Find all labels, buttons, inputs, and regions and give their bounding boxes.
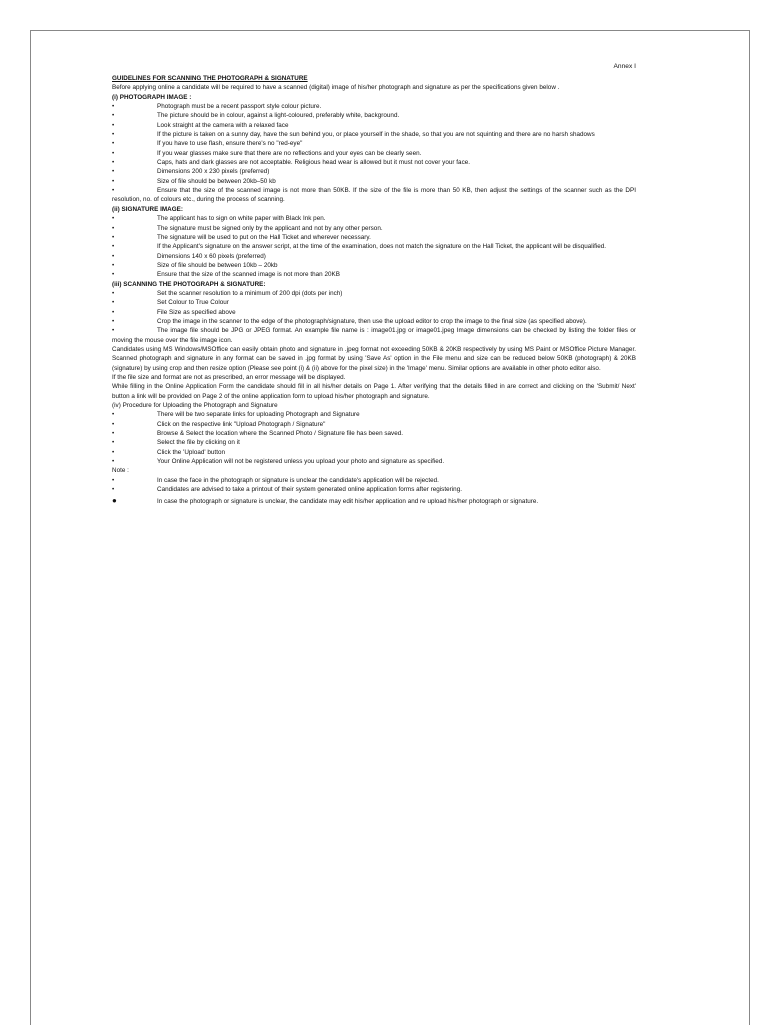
bullet-icon: • — [112, 131, 115, 139]
section-upload-heading: (iv) Procedure for Uploading the Photograph and Signature — [112, 402, 278, 410]
list-item: • Click on the respective link "Upload Photograph / Signature" — [112, 420, 326, 428]
list-item: • Candidates are advised to take a printout of their system generated online application forms after registering. — [112, 486, 462, 494]
list-item: • In case the face in the photograph or signature is unclear the candidate's application will be rejected. — [112, 476, 439, 484]
list-item: • The signature must be signed only by the applicant and not by any other person. — [112, 224, 383, 232]
bullet-icon: • — [112, 308, 115, 316]
bullet-icon: • — [112, 299, 115, 307]
bullet-icon: • — [112, 439, 115, 447]
intro-paragraph: Before applying online a candidate will be required to have a scanned (digital) image of his/her photograph and signature as per the specifications given below . — [112, 84, 560, 92]
bullet-icon: • — [112, 430, 115, 438]
section-photo-heading: (i) PHOTOGRAPH IMAGE : — [112, 93, 192, 101]
list-item: • Size of file should be between 10kb – 20kb — [112, 261, 278, 269]
bullet-icon: • — [112, 112, 115, 120]
list-item: • Photograph must be a recent passport style colour picture. — [112, 103, 322, 111]
paragraph: If the file size and format are not as prescribed, an error message will be displayed. — [112, 374, 346, 381]
bullet-icon: • — [112, 327, 115, 335]
list-item: ● In case the photograph or signature is unclear, the candidate may edit his/her application and re upload his/her photograph or signature. — [112, 496, 539, 506]
bullet-icon: • — [112, 486, 115, 494]
list-item: • Ensure that the size of the scanned image is not more than 50KB. If the size of the file is more than 50 KB, then adjust the settings of the scanner such as the DPI resolution, no. of colours etc., during the process of scanning. — [112, 187, 636, 204]
list-item: • Size of file should be between 20kb–50 kb — [112, 177, 276, 185]
bullet-icon: • — [112, 317, 115, 325]
paragraph: Candidates using MS Windows/MSOffice can easily obtain photo and signature in .jpeg format not exceeding 50KB & 20KB respectively by using MS Paint or MSOffice Picture Manager. Scanned photograph and signature in any format can be saved in .jpg format by using 'Save As' option in the File menu and size can be reduced below 50KB (photograph) & 20KB (signature) by using crop and then resize option (Please see point (i) & (ii) above for the pixel size) in the 'Image' menu. Similar options are available in other photo editor also. — [112, 345, 636, 372]
list-item: • Dimensions 200 x 230 pixels (preferred) — [112, 168, 270, 176]
list-item: • Caps, hats and dark glasses are not acceptable. Religious head wear is allowed but it must not cover your face. — [112, 159, 471, 167]
section-signature-heading: (ii) SIGNATURE IMAGE: — [112, 205, 183, 213]
bullet-icon: • — [112, 411, 115, 419]
bullet-icon: • — [112, 140, 115, 148]
list-item: • Crop the image in the scanner to the edge of the photograph/signature, then use the upload editor to crop the image to the final size (as specified above). — [112, 317, 587, 325]
list-item: • Click the 'Upload' button — [112, 448, 226, 456]
paragraph: While filling in the Online Application Form the candidate should fill in all his/her details on Page 1. After verifying that the details filled in are correct and clicking on the 'Submit/ Next' button a link will be provided on Page 2 of the online application form to upload his/her photograph and signature. — [112, 383, 636, 400]
bullet-icon: • — [112, 224, 115, 232]
list-item: • File Size as specified above — [112, 308, 236, 316]
section-scanning-heading: (iii) SCANNING THE PHOTOGRAPH & SIGNATURE: — [112, 280, 266, 288]
bullet-icon: • — [112, 121, 115, 129]
list-item: • The image file should be JPG or JPEG format. An example file name is : image01.jpg or image01.jpeg Image dimensions can be checked by listing the folder files or moving the mouse over the file image icon. — [112, 327, 636, 344]
bullet-icon: • — [112, 187, 115, 195]
bullet-icon: • — [112, 103, 115, 111]
list-item: • Set Colour to True Colour — [112, 299, 229, 307]
annex-label: Annex I — [613, 63, 636, 70]
list-item: • Dimensions 140 x 60 pixels (preferred) — [112, 252, 266, 260]
document-title: GUIDELINES FOR SCANNING THE PHOTOGRAPH & SIGNATURE — [112, 75, 308, 82]
list-item: • There will be two separate links for uploading Photograph and Signature — [112, 411, 360, 419]
bullet-icon: • — [112, 261, 115, 269]
note-heading: Note : — [112, 467, 129, 475]
bullet-icon: ● — [112, 496, 117, 506]
bullet-icon: • — [112, 243, 115, 251]
bullet-icon: • — [112, 271, 115, 279]
bullet-icon: • — [112, 233, 115, 241]
bullet-icon: • — [112, 159, 115, 167]
bullet-icon: • — [112, 149, 115, 157]
bullet-icon: • — [112, 458, 115, 466]
list-item: • Ensure that the size of the scanned image is not more than 20KB — [112, 271, 340, 279]
list-item: • Browse & Select the location where the Scanned Photo / Signature file has been saved. — [112, 430, 404, 438]
list-item: • If the picture is taken on a sunny day, have the sun behind you, or place yourself in the shade, so that you are not squinting and there are no harsh shadows — [112, 131, 595, 139]
bullet-icon: • — [112, 177, 115, 185]
bullet-icon: • — [112, 289, 115, 297]
bullet-icon: • — [112, 476, 115, 484]
bullet-icon: • — [112, 168, 115, 176]
list-item: • If the Applicant's signature on the answer script, at the time of the examination, does not match the signature on the Hall Ticket, the applicant will be disqualified. — [112, 243, 607, 251]
bullet-icon: • — [112, 448, 115, 456]
list-item: • Your Online Application will not be registered unless you upload your photo and signature as specified. — [112, 458, 445, 466]
list-item: • The applicant has to sign on white paper with Black Ink pen. — [112, 215, 326, 223]
document-body — [112, 62, 636, 507]
list-item: • If you have to use flash, ensure there's no "red-eye" — [112, 140, 303, 148]
bullet-icon: • — [112, 215, 115, 223]
bullet-icon: • — [112, 420, 115, 428]
list-item: • The picture should be in colour, against a light-coloured, preferably white, background. — [112, 112, 400, 120]
list-item: • Set the scanner resolution to a minimum of 200 dpi (dots per inch) — [112, 289, 343, 297]
list-item: • If you wear glasses make sure that there are no reflections and your eyes can be clearly seen. — [112, 149, 422, 157]
list-item: • Look straight at the camera with a relaxed face — [112, 121, 289, 129]
list-item: • The signature will be used to put on the Hall Ticket and wherever necessary. — [112, 233, 371, 241]
list-item: • Select the file by clicking on it — [112, 439, 240, 447]
bullet-icon: • — [112, 252, 115, 260]
